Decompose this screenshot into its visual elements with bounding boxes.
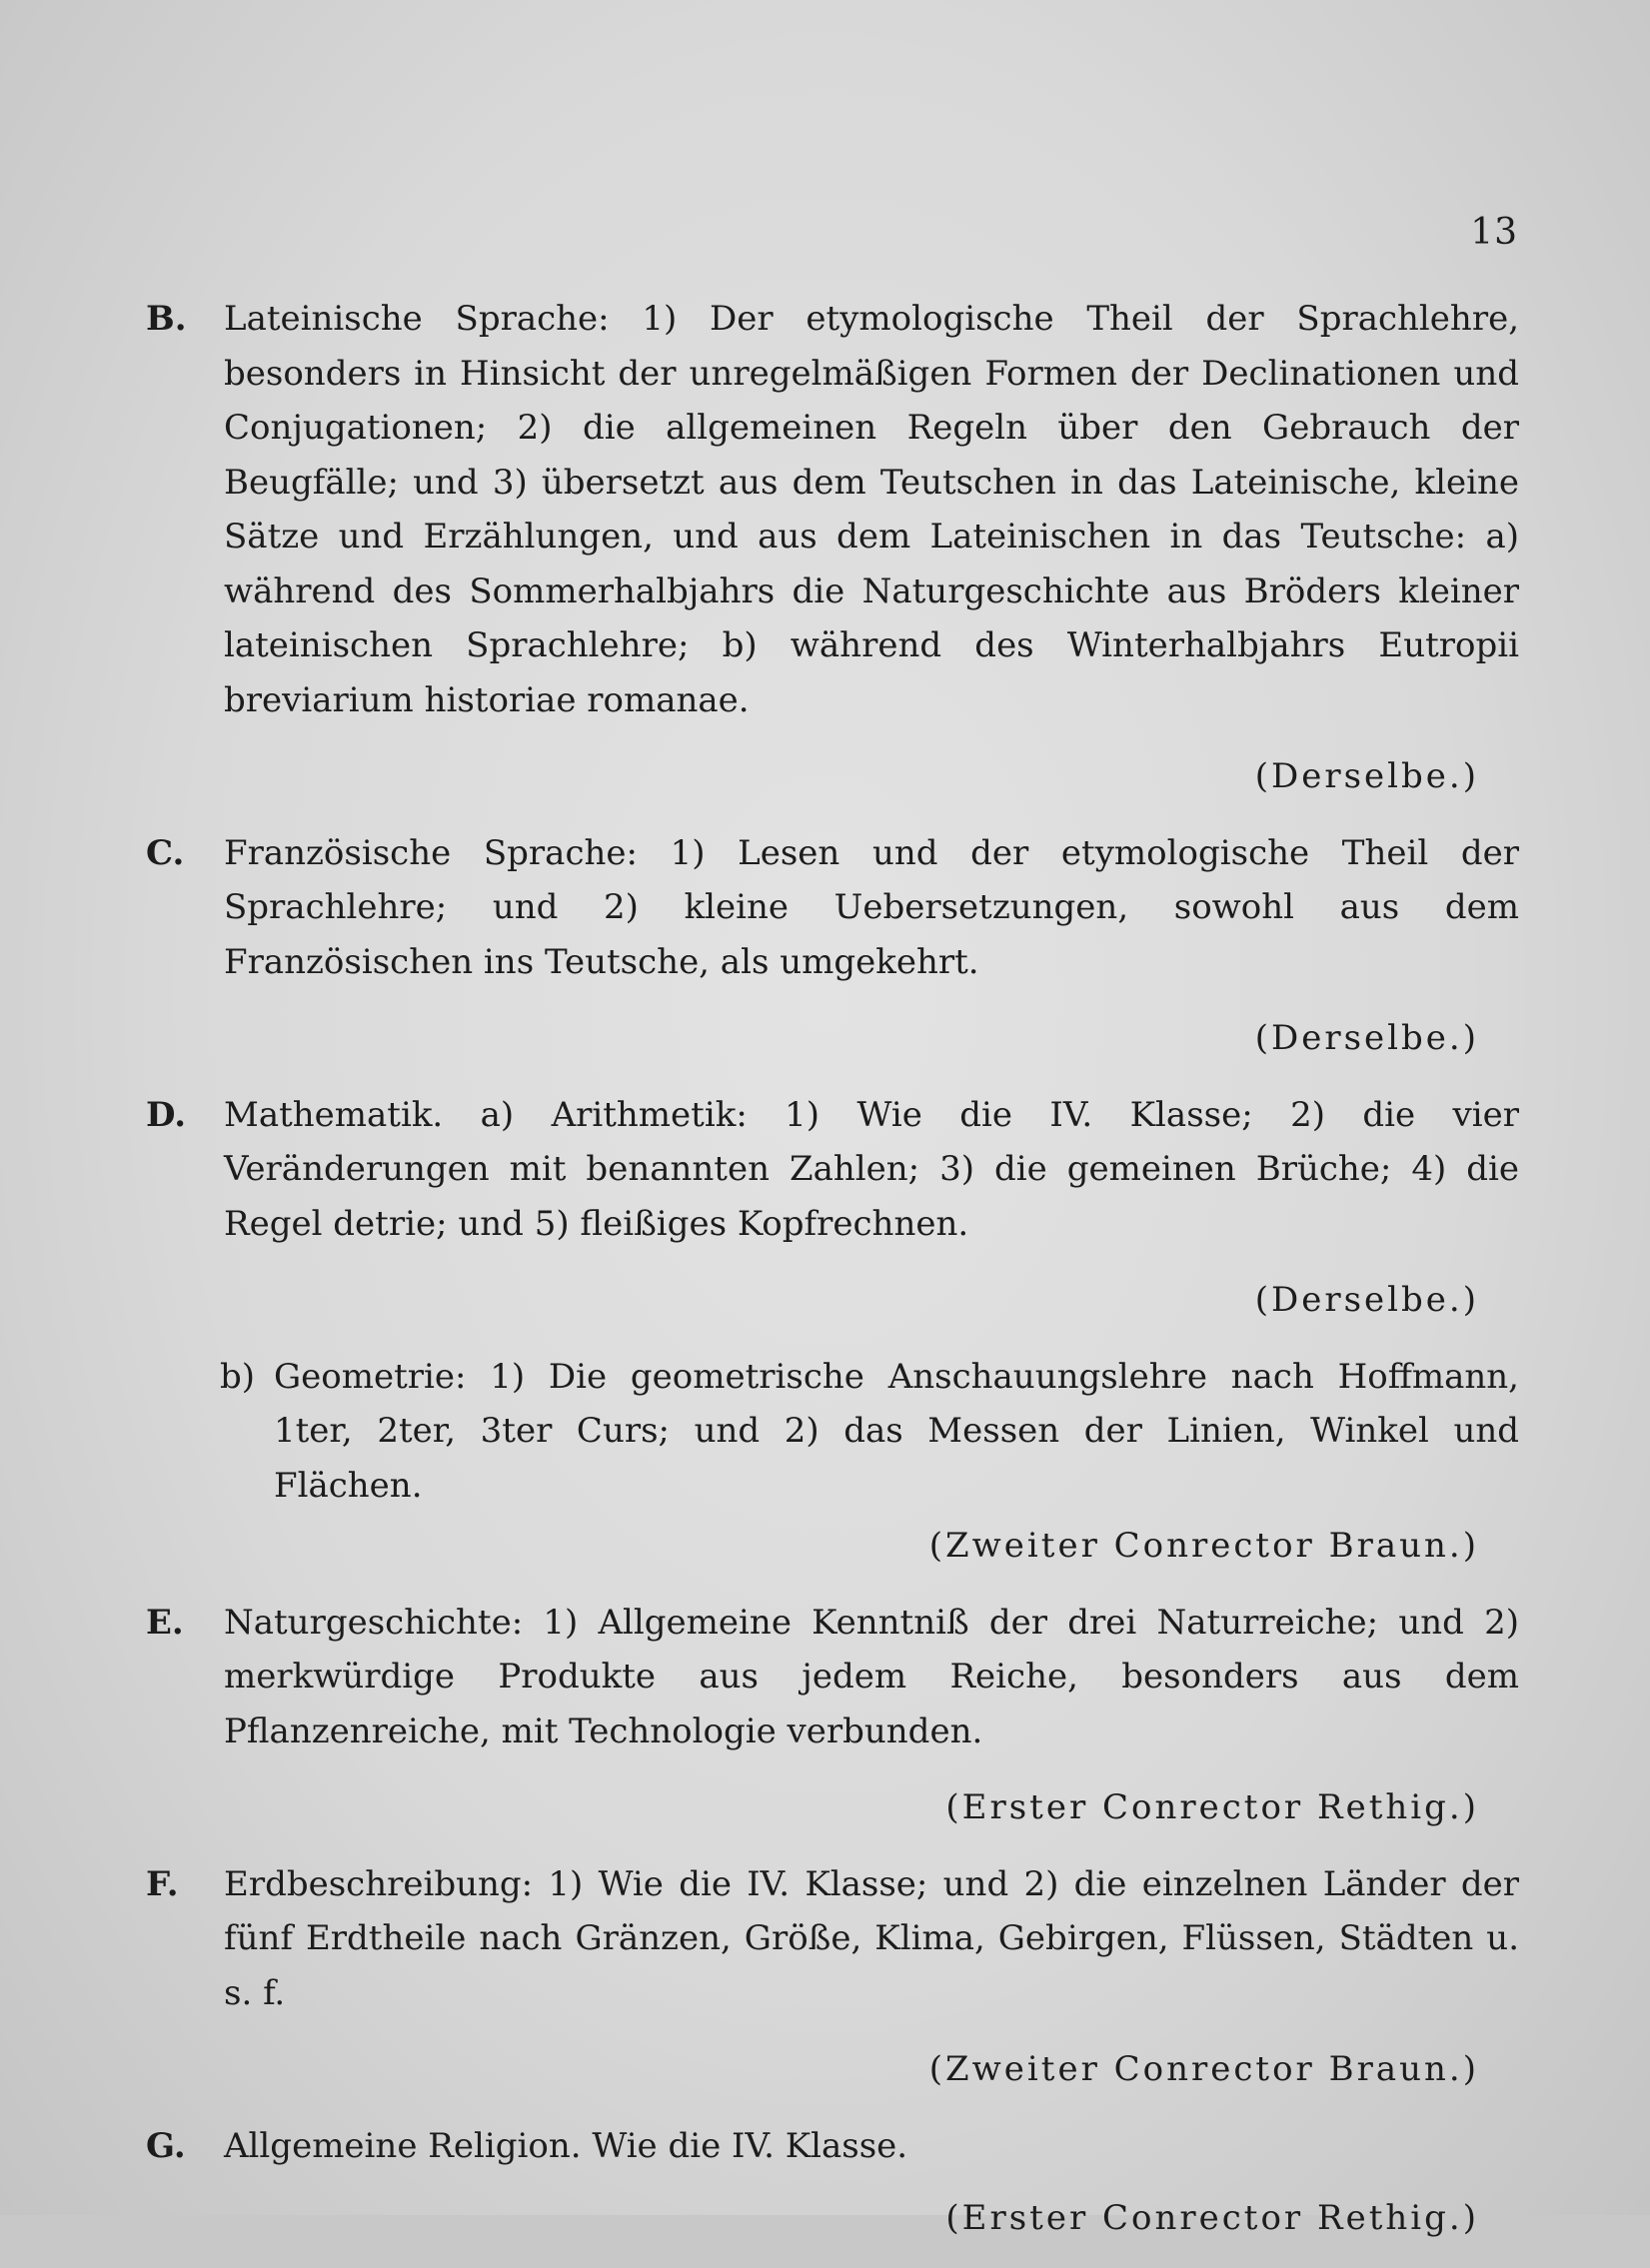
subsection-d-geometry [150, 1350, 1519, 1514]
section-text: Erdbeschreibung: 1) Wie die IV. Klasse; und 2) die einzelnen Länder der fünf Erdtheile nach Gränzen, Größe, Klima, Gebirgen, Flüssen, Städten u. s. f. [224, 1863, 1519, 2013]
section-d-mathematics [146, 1088, 1519, 1252]
teacher-attribution: (Zweiter Conrector Braun.) [928, 2049, 1479, 2089]
section-letter: G. [146, 2125, 186, 2166]
section-letter: E. [146, 1602, 184, 1643]
subsection-text: Geometrie: 1) Die geometrische Anschauungslehre nach Hoffmann, 1ter, 2ter, 3ter Curs; und 2) das Messen der Linien, Winkel und Flächen. [274, 1356, 1519, 1506]
section-letter: F. [146, 1863, 179, 1904]
section-letter: D. [146, 1094, 187, 1135]
subsection-label: b) [220, 1356, 256, 1397]
section-b-latin [146, 292, 1519, 727]
section-letter: C. [146, 832, 185, 873]
section-text: Mathematik. a) Arithmetik: 1) Wie die IV. Klasse; 2) die vier Veränderungen mit benannten Zahlen; 3) die gemeinen Brüche; 4) die Regel detrie; und 5) fleißiges Kopfrechnen. [224, 1094, 1519, 1244]
teacher-attribution: (Derselbe.) [1254, 1280, 1479, 1320]
teacher-attribution: (Derselbe.) [1254, 1018, 1479, 1058]
teacher-attribution: (Erster Conrector Rethig.) [945, 2198, 1479, 2238]
section-g-religion [146, 2119, 1519, 2174]
section-f-geography [146, 1857, 1519, 2021]
teacher-attribution: (Zweiter Conrector Braun.) [928, 1526, 1479, 1566]
teacher-attribution: (Erster Conrector Rethig.) [945, 1787, 1479, 1827]
section-e-natural-history [146, 1596, 1519, 1759]
section-text: Lateinische Sprache: 1) Der etymologische Theil der Sprachlehre, besonders in Hinsicht der unregelmäßigen Formen der Declinationen und Conjugationen; 2) die allgemeinen Regeln über den Gebrauch der Beugfälle; und 3) übersetzt aus dem Teutschen in das Lateinische, kleine Sätze und Erzählungen, und aus dem Lateinischen in das Teutsche: a) während des Sommerhalbjahrs die Naturgeschichte aus Bröders kleiner lateinischen Sprachlehre; b) während des Winterhalbjahrs Eutropii breviarium historiae romanae. [224, 299, 1519, 720]
section-c-french [146, 826, 1519, 990]
teacher-attribution: (Derselbe.) [1254, 756, 1479, 796]
section-letter: B. [146, 299, 187, 339]
page-body [146, 292, 1519, 2268]
section-text: Französische Sprache: 1) Lesen und der etymologische Theil der Sprachlehre; und 2) kleine Uebersetzungen, sowohl aus dem Französischen ins Teutsche, als umgekehrt. [224, 832, 1519, 982]
page-number: 13 [1470, 212, 1518, 253]
section-text: Naturgeschichte: 1) Allgemeine Kenntniß der drei Naturreiche; und 2) merkwürdige Produkte aus jedem Reiche, besonders aus dem Pflanzenreiche, mit Technologie verbunden. [224, 1602, 1519, 1751]
section-text: Allgemeine Religion. Wie die IV. Klasse. [224, 2125, 908, 2166]
